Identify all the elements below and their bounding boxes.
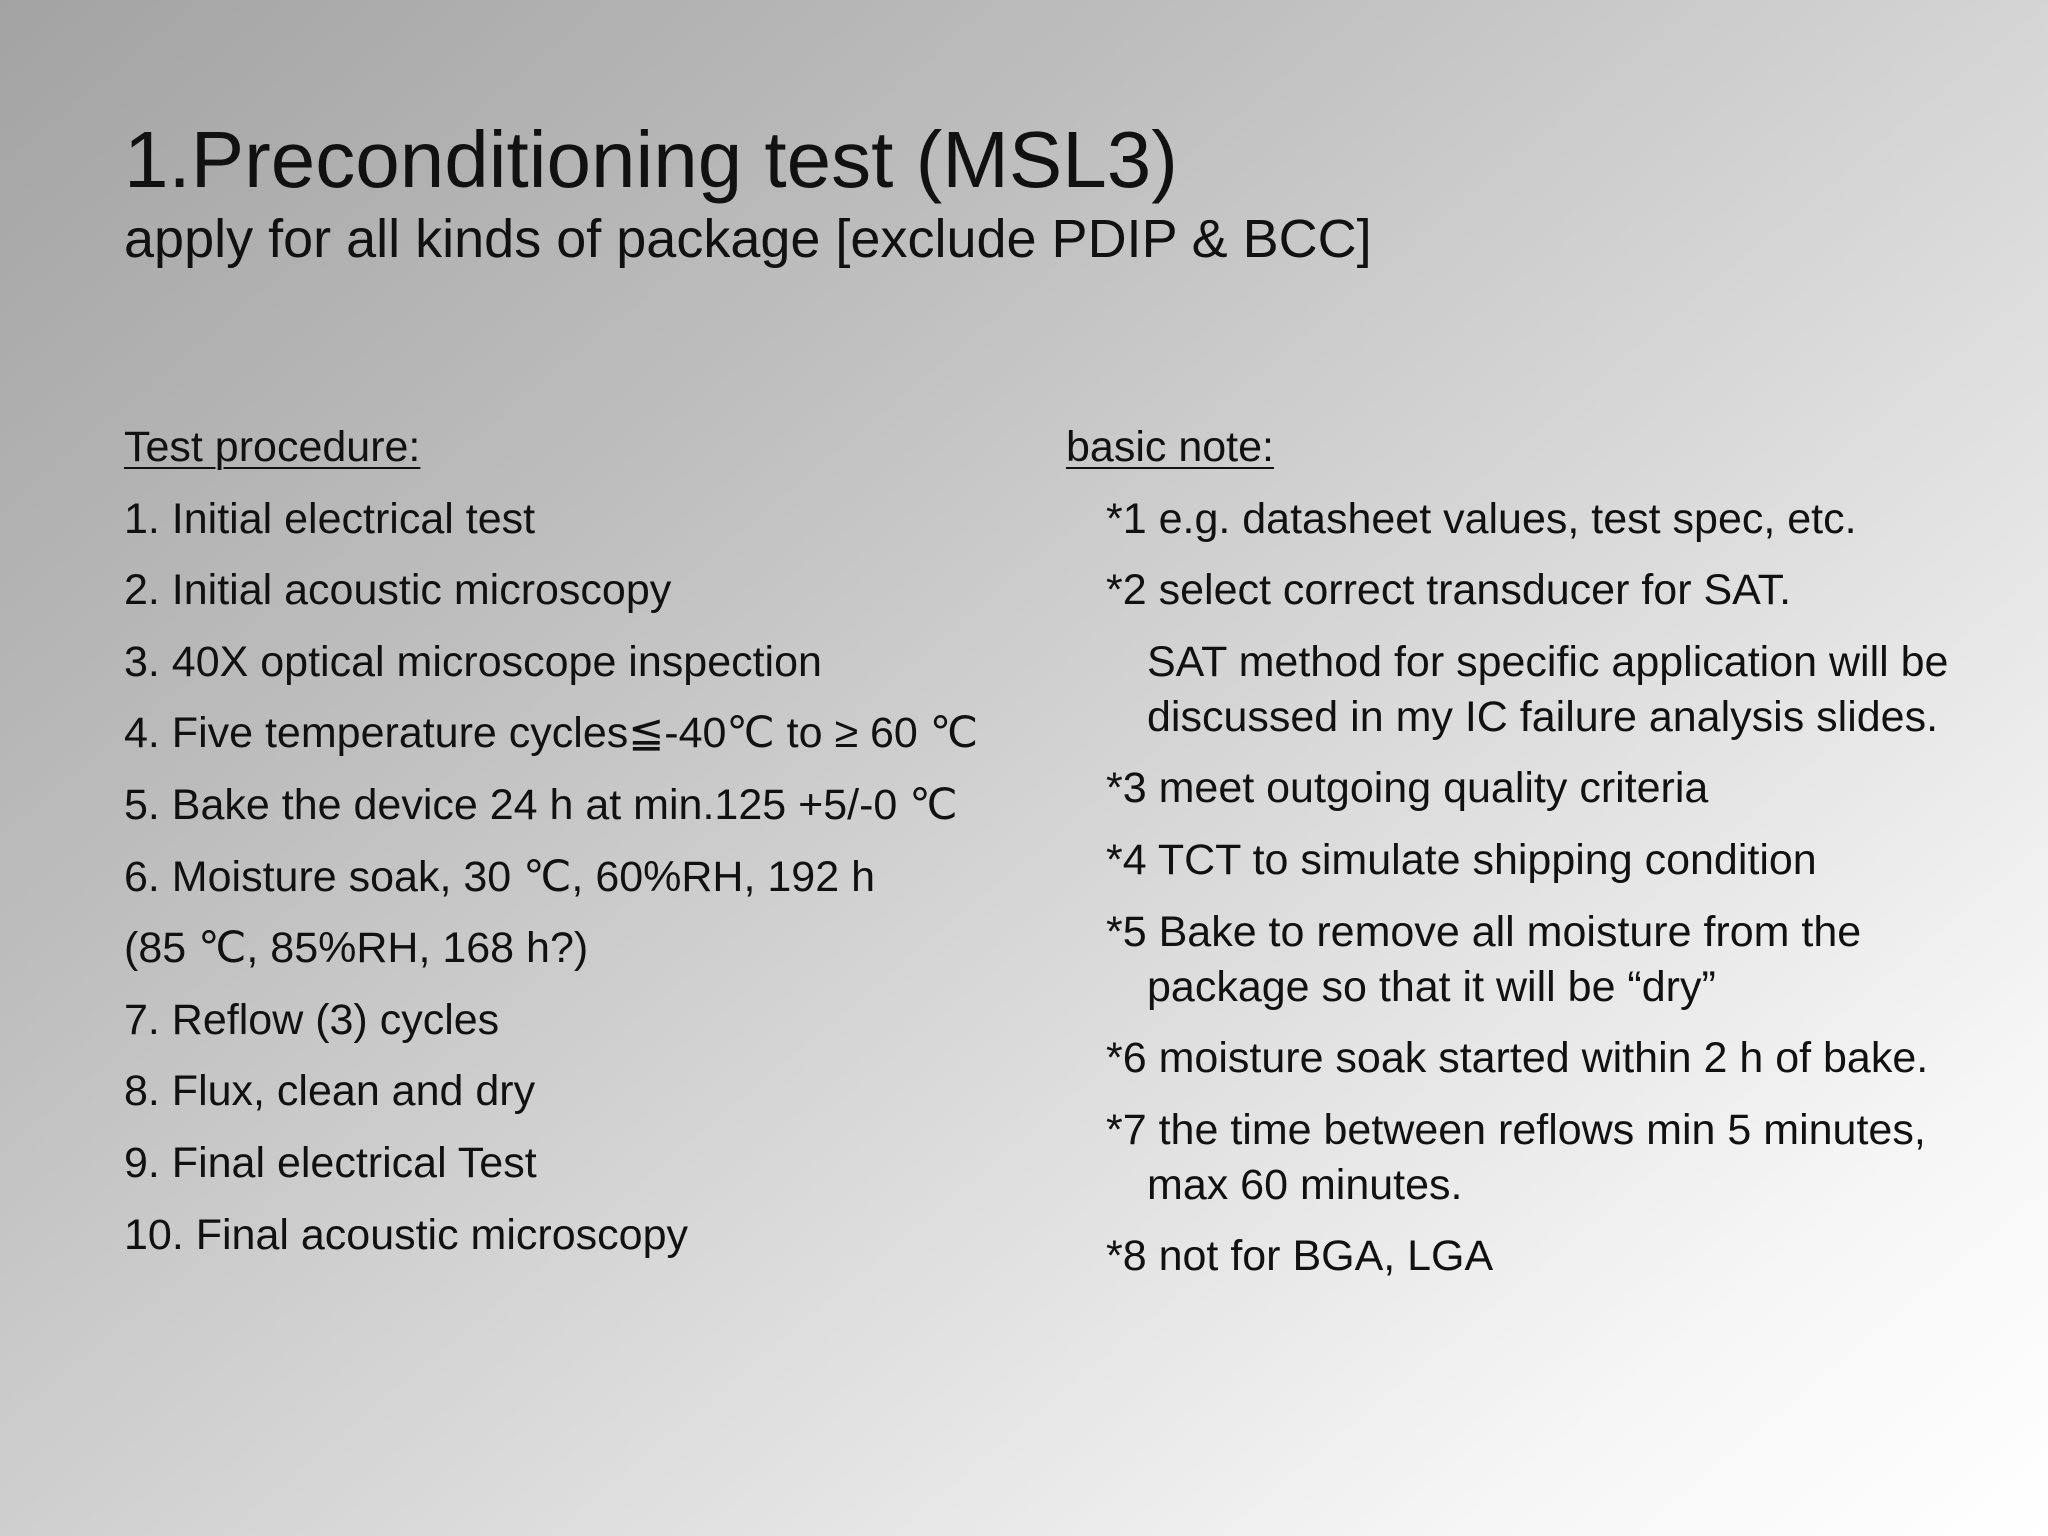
note-line: *1 e.g. datasheet values, test spec, etc. (1106, 494, 1857, 543)
note-7 (1066, 1103, 2026, 1213)
procedure-step: 1. Initial electrical test (124, 494, 536, 543)
note-line: *3 meet outgoing quality criteria (1106, 764, 1709, 813)
note-line: *2 select correct transducer for SAT. (1106, 566, 1792, 615)
note-3 (1066, 761, 2026, 816)
note-6 (1066, 1031, 2026, 1086)
procedure-step: 5. Bake the device 24 h at min.125 +5/-0 ℃ (124, 780, 958, 829)
note-line: package so that it will be “dry” (1147, 962, 1716, 1011)
note-line: max 60 minutes. (1147, 1160, 1463, 1209)
procedure-step: 7. Reflow (3) cycles (124, 995, 500, 1044)
procedure-step: 3. 40X optical microscope inspection (124, 637, 822, 686)
test-procedure-column (124, 420, 1044, 1263)
note-5 (1066, 905, 2026, 1015)
note-2 (1066, 563, 2026, 618)
procedure-step: 6. Moisture soak, 30 ℃, 60%RH, 192 h (124, 852, 875, 901)
note-1 (1066, 492, 2026, 547)
procedure-step: 4. Five temperature cycles≦-40℃ to ≥ 60 ℃ (124, 709, 979, 758)
basic-note-column (1066, 420, 2026, 1284)
note-line: *5 Bake to remove all moisture from the (1106, 907, 1862, 956)
note-line: *7 the time between reflows min 5 minutes, (1106, 1105, 1926, 1154)
procedure-step: 10. Final acoustic microscopy (124, 1210, 688, 1259)
note-line: *8 not for BGA, LGA (1106, 1232, 1494, 1281)
note-line: SAT method for specific application will be (1147, 637, 1949, 686)
note-4 (1066, 833, 2026, 888)
note-2-detail (1066, 635, 2026, 745)
slide-subtitle: apply for all kinds of package [exclude PDIP & BCC] (124, 209, 1372, 269)
procedure-step: 2. Initial acoustic microscopy (124, 566, 672, 615)
test-procedure-heading: Test procedure: (124, 423, 421, 471)
note-line: discussed in my IC failure analysis slides. (1147, 692, 1939, 741)
note-line: *4 TCT to simulate shipping condition (1106, 835, 1817, 884)
procedure-step: 9. Final electrical Test (124, 1138, 537, 1187)
procedure-step: 8. Flux, clean and dry (124, 1067, 536, 1116)
basic-note-heading: basic note: (1066, 423, 1274, 471)
slide-title: 1.Preconditioning test (MSL3) (124, 115, 1178, 204)
procedure-step: (85 ℃, 85%RH, 168 h?) (124, 924, 589, 973)
note-8 (1066, 1229, 2026, 1284)
note-line: *6 moisture soak started within 2 h of bake. (1106, 1034, 1929, 1083)
